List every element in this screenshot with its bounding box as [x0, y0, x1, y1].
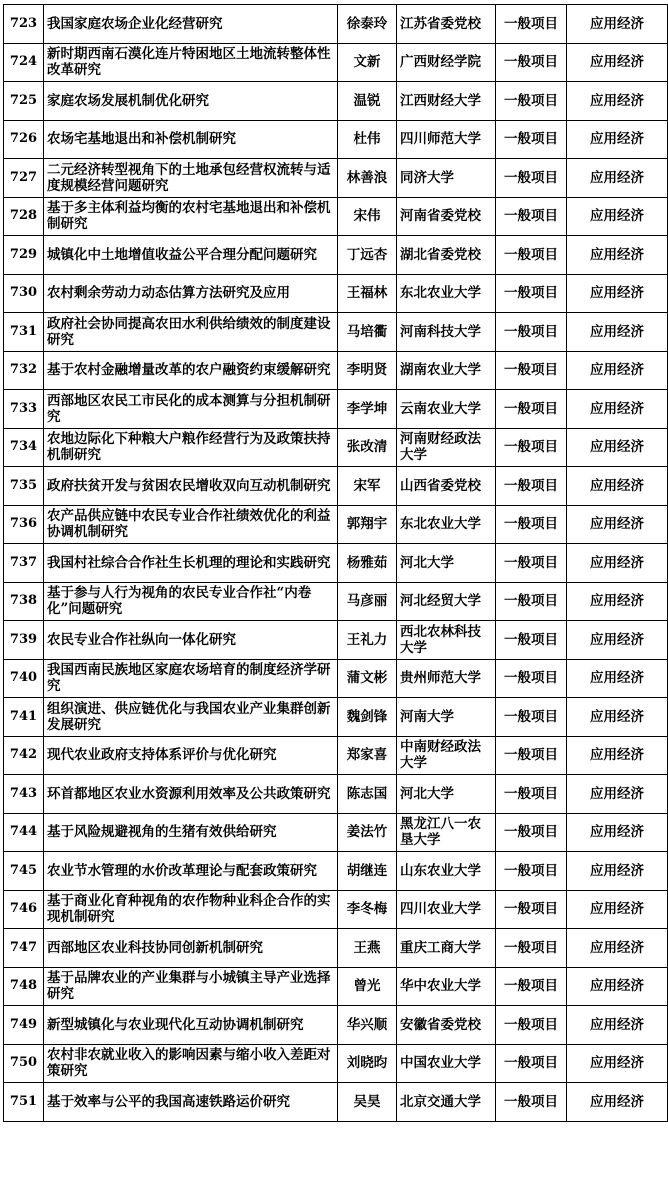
project-title-cell: 农地边际化下种粮大户粮作经营行为及政策扶持机制研究 — [44, 428, 338, 467]
project-type-cell: 一般项目 — [496, 5, 567, 44]
project-leader-cell: 郑家喜 — [338, 736, 397, 775]
institution-cell: 华中农业大学 — [397, 967, 496, 1006]
institution-cell: 河北经贸大学 — [397, 582, 496, 621]
project-leader-cell: 郭翔宇 — [338, 505, 397, 544]
institution-cell: 河南科技大学 — [397, 313, 496, 352]
project-number-cell: 727 — [4, 159, 44, 198]
discipline-cell: 应用经济 — [567, 197, 668, 236]
project-leader-cell: 温锐 — [338, 82, 397, 121]
discipline-cell: 应用经济 — [567, 929, 668, 968]
table-row — [4, 544, 668, 583]
project-number-cell: 733 — [4, 390, 44, 429]
discipline-cell: 应用经济 — [567, 390, 668, 429]
project-number-cell: 742 — [4, 736, 44, 775]
project-title-cell: 农民专业合作社纵向一体化研究 — [44, 621, 338, 660]
discipline-cell: 应用经济 — [567, 236, 668, 275]
institution-cell: 四川农业大学 — [397, 890, 496, 929]
project-leader-cell: 华兴顺 — [338, 1006, 397, 1045]
project-type-cell: 一般项目 — [496, 775, 567, 814]
project-number-cell: 725 — [4, 82, 44, 121]
institution-cell: 四川师范大学 — [397, 120, 496, 159]
project-type-cell: 一般项目 — [496, 467, 567, 506]
discipline-cell: 应用经济 — [567, 43, 668, 82]
project-number-cell: 734 — [4, 428, 44, 467]
project-title-cell: 农业节水管理的水价改革理论与配套政策研究 — [44, 852, 338, 891]
project-title-cell: 农村非农就业收入的影响因素与缩小收入差距对策研究 — [44, 1044, 338, 1083]
project-title-cell: 农产品供应链中农民专业合作社绩效优化的利益协调机制研究 — [44, 505, 338, 544]
discipline-cell: 应用经济 — [567, 582, 668, 621]
discipline-cell: 应用经济 — [567, 852, 668, 891]
project-leader-cell: 李学坤 — [338, 390, 397, 429]
table-row — [4, 967, 668, 1006]
project-leader-cell: 马培衢 — [338, 313, 397, 352]
project-number-cell: 735 — [4, 467, 44, 506]
project-number-cell: 723 — [4, 5, 44, 44]
institution-cell: 山东农业大学 — [397, 852, 496, 891]
discipline-cell: 应用经济 — [567, 120, 668, 159]
table-row — [4, 428, 668, 467]
table-row — [4, 813, 668, 852]
discipline-cell: 应用经济 — [567, 313, 668, 352]
table-row — [4, 698, 668, 737]
institution-cell: 山西省委党校 — [397, 467, 496, 506]
institution-cell: 东北农业大学 — [397, 274, 496, 313]
project-type-cell: 一般项目 — [496, 582, 567, 621]
discipline-cell: 应用经济 — [567, 1083, 668, 1122]
project-leader-cell: 李冬梅 — [338, 890, 397, 929]
project-leader-cell: 王燕 — [338, 929, 397, 968]
project-type-cell: 一般项目 — [496, 236, 567, 275]
table-row — [4, 82, 668, 121]
institution-cell: 西北农林科技大学 — [397, 621, 496, 660]
discipline-cell: 应用经济 — [567, 82, 668, 121]
project-leader-cell: 魏剑锋 — [338, 698, 397, 737]
institution-cell: 北京交通大学 — [397, 1083, 496, 1122]
table-row — [4, 621, 668, 660]
discipline-cell: 应用经济 — [567, 659, 668, 698]
project-type-cell: 一般项目 — [496, 159, 567, 198]
project-type-cell: 一般项目 — [496, 120, 567, 159]
project-leader-cell: 宋伟 — [338, 197, 397, 236]
project-type-cell: 一般项目 — [496, 1006, 567, 1045]
project-title-cell: 政府社会协同提高农田水利供给绩效的制度建设研究 — [44, 313, 338, 352]
project-type-cell: 一般项目 — [496, 967, 567, 1006]
institution-cell: 河南财经政法大学 — [397, 428, 496, 467]
project-title-cell: 新时期西南石漠化连片特困地区土地流转整体性改革研究 — [44, 43, 338, 82]
discipline-cell: 应用经济 — [567, 428, 668, 467]
project-leader-cell: 文新 — [338, 43, 397, 82]
project-leader-cell: 林善浪 — [338, 159, 397, 198]
table-row — [4, 159, 668, 198]
project-leader-cell: 李明贤 — [338, 351, 397, 390]
project-title-cell: 西部地区农业科技协同创新机制研究 — [44, 929, 338, 968]
project-type-cell: 一般项目 — [496, 274, 567, 313]
project-type-cell: 一般项目 — [496, 505, 567, 544]
project-title-cell: 我国村社综合合作社生长机理的理论和实践研究 — [44, 544, 338, 583]
project-number-cell: 728 — [4, 197, 44, 236]
project-title-cell: 基于风险规避视角的生猪有效供给研究 — [44, 813, 338, 852]
project-title-cell: 基于效率与公平的我国高速铁路运价研究 — [44, 1083, 338, 1122]
project-leader-cell: 徐泰玲 — [338, 5, 397, 44]
project-title-cell: 政府扶贫开发与贫困农民增收双向互动机制研究 — [44, 467, 338, 506]
table-row — [4, 390, 668, 429]
project-leader-cell: 王福林 — [338, 274, 397, 313]
project-type-cell: 一般项目 — [496, 544, 567, 583]
project-leader-cell: 吴昊 — [338, 1083, 397, 1122]
table-row — [4, 120, 668, 159]
project-leader-cell: 胡继连 — [338, 852, 397, 891]
project-leader-cell: 蒲文彬 — [338, 659, 397, 698]
project-number-cell: 741 — [4, 698, 44, 737]
discipline-cell: 应用经济 — [567, 1006, 668, 1045]
table-row — [4, 852, 668, 891]
discipline-cell: 应用经济 — [567, 1044, 668, 1083]
project-leader-cell: 丁远杏 — [338, 236, 397, 275]
project-type-cell: 一般项目 — [496, 313, 567, 352]
project-number-cell: 749 — [4, 1006, 44, 1045]
table-row — [4, 775, 668, 814]
project-type-cell: 一般项目 — [496, 698, 567, 737]
project-type-cell: 一般项目 — [496, 1083, 567, 1122]
discipline-cell: 应用经济 — [567, 351, 668, 390]
project-number-cell: 748 — [4, 967, 44, 1006]
institution-cell: 河北大学 — [397, 544, 496, 583]
project-leader-cell: 张改清 — [338, 428, 397, 467]
discipline-cell: 应用经济 — [567, 505, 668, 544]
institution-cell: 安徽省委党校 — [397, 1006, 496, 1045]
discipline-cell: 应用经济 — [567, 890, 668, 929]
project-type-cell: 一般项目 — [496, 351, 567, 390]
project-number-cell: 743 — [4, 775, 44, 814]
project-number-cell: 729 — [4, 236, 44, 275]
project-leader-cell: 陈志国 — [338, 775, 397, 814]
project-number-cell: 750 — [4, 1044, 44, 1083]
discipline-cell: 应用经济 — [567, 813, 668, 852]
project-title-cell: 西部地区农民工市民化的成本测算与分担机制研究 — [44, 390, 338, 429]
project-number-cell: 737 — [4, 544, 44, 583]
project-leader-cell: 宋军 — [338, 467, 397, 506]
project-title-cell: 组织演进、供应链优化与我国农业产业集群创新发展研究 — [44, 698, 338, 737]
project-title-cell: 基于参与人行为视角的农民专业合作社“内卷化”问题研究 — [44, 582, 338, 621]
project-leader-cell: 刘晓昀 — [338, 1044, 397, 1083]
table-row — [4, 351, 668, 390]
project-type-cell: 一般项目 — [496, 197, 567, 236]
institution-cell: 云南农业大学 — [397, 390, 496, 429]
table-row — [4, 313, 668, 352]
project-title-cell: 基于农村金融增量改革的农户融资约束缓解研究 — [44, 351, 338, 390]
project-number-cell: 747 — [4, 929, 44, 968]
table-row — [4, 929, 668, 968]
institution-cell: 江苏省委党校 — [397, 5, 496, 44]
project-table — [3, 4, 668, 1122]
project-number-cell: 745 — [4, 852, 44, 891]
institution-cell: 江西财经大学 — [397, 82, 496, 121]
table-row — [4, 236, 668, 275]
discipline-cell: 应用经济 — [567, 698, 668, 737]
table-row — [4, 1006, 668, 1045]
project-type-cell: 一般项目 — [496, 736, 567, 775]
project-title-cell: 新型城镇化与农业现代化互动协调机制研究 — [44, 1006, 338, 1045]
discipline-cell: 应用经济 — [567, 736, 668, 775]
table-row — [4, 582, 668, 621]
project-type-cell: 一般项目 — [496, 621, 567, 660]
project-number-cell: 724 — [4, 43, 44, 82]
institution-cell: 广西财经学院 — [397, 43, 496, 82]
table-row — [4, 43, 668, 82]
project-number-cell: 740 — [4, 659, 44, 698]
project-title-cell: 家庭农场发展机制优化研究 — [44, 82, 338, 121]
institution-cell: 河南大学 — [397, 698, 496, 737]
institution-cell: 河南省委党校 — [397, 197, 496, 236]
project-leader-cell: 曾光 — [338, 967, 397, 1006]
institution-cell: 湖南农业大学 — [397, 351, 496, 390]
project-type-cell: 一般项目 — [496, 43, 567, 82]
institution-cell: 贵州师范大学 — [397, 659, 496, 698]
discipline-cell: 应用经济 — [567, 621, 668, 660]
project-type-cell: 一般项目 — [496, 929, 567, 968]
table-row — [4, 1083, 668, 1122]
project-type-cell: 一般项目 — [496, 1044, 567, 1083]
discipline-cell: 应用经济 — [567, 775, 668, 814]
project-number-cell: 746 — [4, 890, 44, 929]
project-leader-cell: 马彦丽 — [338, 582, 397, 621]
project-type-cell: 一般项目 — [496, 813, 567, 852]
table-row — [4, 659, 668, 698]
project-title-cell: 二元经济转型视角下的土地承包经营权流转与适度规模经营问题研究 — [44, 159, 338, 198]
project-number-cell: 738 — [4, 582, 44, 621]
project-leader-cell: 杜伟 — [338, 120, 397, 159]
table-row — [4, 274, 668, 313]
project-number-cell: 751 — [4, 1083, 44, 1122]
discipline-cell: 应用经济 — [567, 159, 668, 198]
discipline-cell: 应用经济 — [567, 467, 668, 506]
project-number-cell: 731 — [4, 313, 44, 352]
project-type-cell: 一般项目 — [496, 852, 567, 891]
table-row — [4, 890, 668, 929]
project-type-cell: 一般项目 — [496, 428, 567, 467]
project-title-cell: 基于商业化育种视角的农作物种业科企合作的实现机制研究 — [44, 890, 338, 929]
project-table-body — [4, 5, 668, 1122]
table-row — [4, 5, 668, 44]
project-leader-cell: 姜法竹 — [338, 813, 397, 852]
institution-cell: 东北农业大学 — [397, 505, 496, 544]
project-title-cell: 农村剩余劳动力动态估算方法研究及应用 — [44, 274, 338, 313]
table-row — [4, 1044, 668, 1083]
project-leader-cell: 杨雅茹 — [338, 544, 397, 583]
project-title-cell: 环首都地区农业水资源利用效率及公共政策研究 — [44, 775, 338, 814]
project-type-cell: 一般项目 — [496, 890, 567, 929]
table-row — [4, 736, 668, 775]
institution-cell: 重庆工商大学 — [397, 929, 496, 968]
project-leader-cell: 王礼力 — [338, 621, 397, 660]
project-title-cell: 我国家庭农场企业化经营研究 — [44, 5, 338, 44]
project-type-cell: 一般项目 — [496, 659, 567, 698]
project-title-cell: 现代农业政府支持体系评价与优化研究 — [44, 736, 338, 775]
project-number-cell: 730 — [4, 274, 44, 313]
project-title-cell: 我国西南民族地区家庭农场培育的制度经济学研究 — [44, 659, 338, 698]
institution-cell: 中国农业大学 — [397, 1044, 496, 1083]
table-row — [4, 467, 668, 506]
project-type-cell: 一般项目 — [496, 82, 567, 121]
institution-cell: 同济大学 — [397, 159, 496, 198]
project-title-cell: 农场宅基地退出和补偿机制研究 — [44, 120, 338, 159]
project-title-cell: 城镇化中土地增值收益公平合理分配问题研究 — [44, 236, 338, 275]
project-number-cell: 736 — [4, 505, 44, 544]
project-title-cell: 基于品牌农业的产业集群与小城镇主导产业选择研究 — [44, 967, 338, 1006]
discipline-cell: 应用经济 — [567, 5, 668, 44]
project-number-cell: 726 — [4, 120, 44, 159]
institution-cell: 河北大学 — [397, 775, 496, 814]
institution-cell: 中南财经政法大学 — [397, 736, 496, 775]
table-row — [4, 197, 668, 236]
project-number-cell: 739 — [4, 621, 44, 660]
institution-cell: 湖北省委党校 — [397, 236, 496, 275]
discipline-cell: 应用经济 — [567, 544, 668, 583]
table-row — [4, 505, 668, 544]
project-number-cell: 732 — [4, 351, 44, 390]
discipline-cell: 应用经济 — [567, 274, 668, 313]
institution-cell: 黑龙江八一农垦大学 — [397, 813, 496, 852]
project-number-cell: 744 — [4, 813, 44, 852]
discipline-cell: 应用经济 — [567, 967, 668, 1006]
project-type-cell: 一般项目 — [496, 390, 567, 429]
project-title-cell: 基于多主体利益均衡的农村宅基地退出和补偿机制研究 — [44, 197, 338, 236]
